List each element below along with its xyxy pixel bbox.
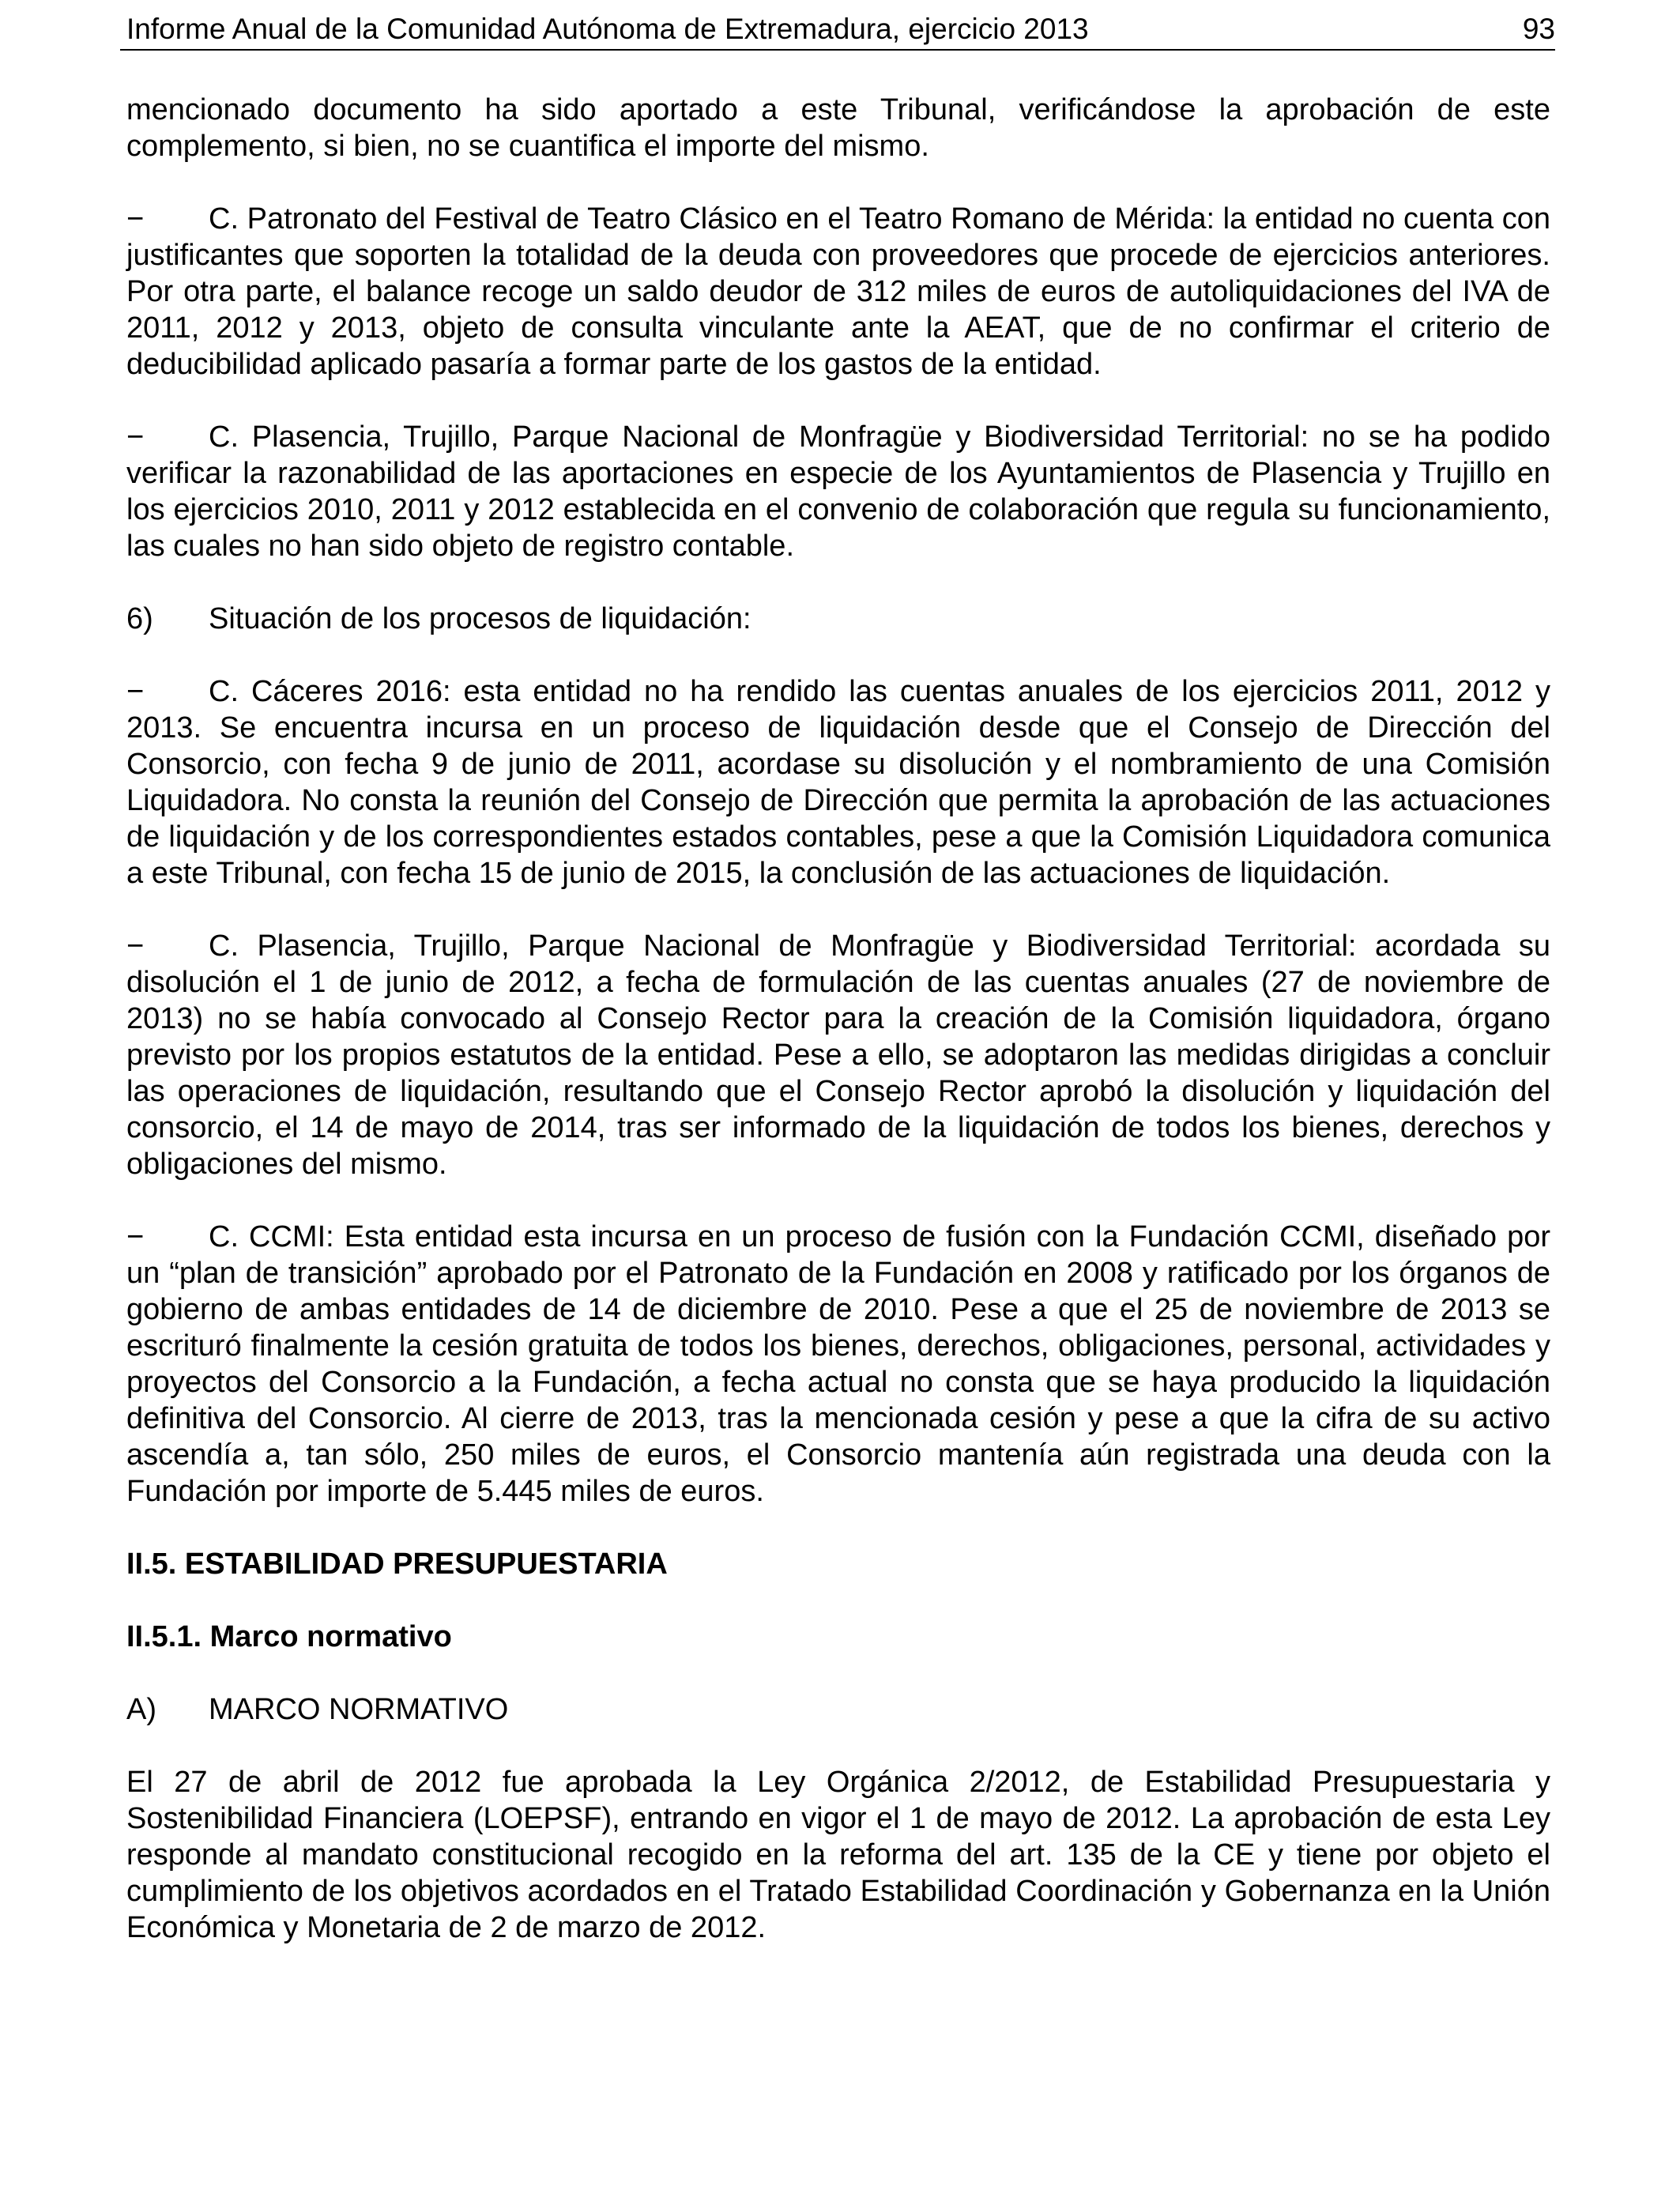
- subheading-a: [126, 1691, 1550, 1728]
- document-body: [126, 92, 1550, 1982]
- subsection-heading: II.5.1. Marco normativo: [126, 1620, 452, 1653]
- paragraph-text: C. Cáceres 2016: esta entidad no ha rendido las cuentas anuales de los ejercicios 2011, 2012 y 2013. Se encuentra incursa en un proceso de liquidación desde que el Consejo de Dirección del Consorcio, con fecha 9 de junio de 2011, acordase su disolución y el nombramiento de una Comisión Liquidadora. No consta la reunión del Consejo de Dirección que permita la aprobación de las actuaciones de liquidación y de los correspondientes estados contables, pese a que la Comisión Liquidadora comunica a este Tribunal, con fecha 15 de junio de 2015, la conclusión de las actuaciones de liquidación.: [126, 675, 1550, 890]
- dash-marker: −: [126, 202, 145, 236]
- item-letter: A): [126, 1693, 156, 1726]
- dash-marker: −: [126, 929, 145, 963]
- paragraph-text: C. Patronato del Festival de Teatro Clásico en el Teatro Romano de Mérida: la entidad no cuenta con justificantes que soporten la totalidad de la deuda con proveedores que procede de ejercicios anteriores. Por otra parte, el balance recoge un saldo deudor de 312 miles de euros de autoliquidaciones del IVA de 2011, 2012 y 2013, objeto de consulta vinculante ante la AEAT, que de no confirmar el criterio de deducibilidad aplicado pasaría a formar parte de los gastos de la entidad.: [126, 202, 1550, 381]
- dash-marker: −: [126, 675, 145, 708]
- dash-marker: −: [126, 1220, 145, 1253]
- paragraph-text: C. CCMI: Esta entidad esta incursa en un proceso de fusión con la Fundación CCMI, diseñado por un “plan de transición” aprobado por el Patronato de la Fundación en 2008 y ratificado por los órganos de gobierno de ambas entidades de 14 de diciembre de 2010. Pese a que el 25 de noviembre de 2013 se escrituró finalmente la cesión gratuita de todos los bienes, derechos, obligaciones, personal, actividades y proyectos del Consorcio a la Fundación, a fecha actual no consta que se haya producido la liquidación definitiva del Consorcio. Al cierre de 2013, tras la mencionada cesión y pese a que la cifra de su activo ascendía a, tan sólo, 250 miles de euros, el Consorcio mantenía aún registrada una deuda con la Fundación por importe de 5.445 miles de euros.: [126, 1220, 1550, 1508]
- paragraph-ccmi: [126, 1219, 1550, 1510]
- paragraph-text: C. Plasencia, Trujillo, Parque Nacional de Monfragüe y Biodiversidad Territorial: no se ha podido verificar la razonabilidad de las aportaciones en especie de los Ayuntamientos de Plasencia y Trujillo en los ejercicios 2010, 2011 y 2012 establecida en el convenio de colaboración que regula su funcionamiento, las cuales no han sido objeto de registro contable.: [126, 420, 1550, 563]
- item-number: 6): [126, 602, 153, 635]
- page-number: 93: [1522, 13, 1555, 45]
- paragraph-text: C. Plasencia, Trujillo, Parque Nacional de Monfragüe y Biodiversidad Territorial: acordada su disolución el 1 de junio de 2012, a fecha de formulación de las cuentas anuales (27 de noviembre de 2013) no se había convocado al Consejo Rector para la creación de la Comisión liquidadora, órgano previsto por los propios estatutos de la entidad. Pese a ello, se adoptaron las medidas dirigidas a concluir las operaciones de liquidación, resultando que el Consejo Rector aprobó la disolución y liquidación del consorcio, el 14 de mayo de 2014, tras ser informado de la liquidación de todos los bienes, derechos y obligaciones del mismo.: [126, 929, 1550, 1181]
- paragraph-plasencia-disolucion: [126, 928, 1550, 1182]
- item-title: Situación de los procesos de liquidación:: [209, 602, 751, 635]
- paragraph-continuation: mencionado documento ha sido aportado a este Tribunal, verificándose la aprobación de este complemento, si bien, no se cuantifica el importe del mismo.: [126, 93, 1550, 163]
- paragraph-plasencia-aportaciones: [126, 419, 1550, 564]
- header-title: Informe Anual de la Comunidad Autónoma de Extremadura, ejercicio 2013: [126, 13, 1089, 45]
- page-header: [120, 6, 1555, 51]
- subheading-text: MARCO NORMATIVO: [209, 1693, 509, 1726]
- paragraph-patronato: [126, 201, 1550, 383]
- paragraph-loepsf: El 27 de abril de 2012 fue aprobada la Ley Orgánica 2/2012, de Estabilidad Presupuestaria y Sostenibilidad Financiera (LOEPSF), entrando en vigor el 1 de mayo de 2012. La aprobación de esta Ley responde al mandato constitucional recogido en la reforma del art. 135 de la CE y tiene por objeto el cumplimiento de los objetivos acordados en el Tratado Estabilidad Coordinación y Gobernanza en la Unión Económica y Monetaria de 2 de marzo de 2012.: [126, 1766, 1550, 1944]
- paragraph-caceres: [126, 673, 1550, 892]
- section-item-6: [126, 601, 1550, 637]
- dash-marker: −: [126, 420, 145, 454]
- section-heading: II.5. ESTABILIDAD PRESUPUESTARIA: [126, 1547, 668, 1581]
